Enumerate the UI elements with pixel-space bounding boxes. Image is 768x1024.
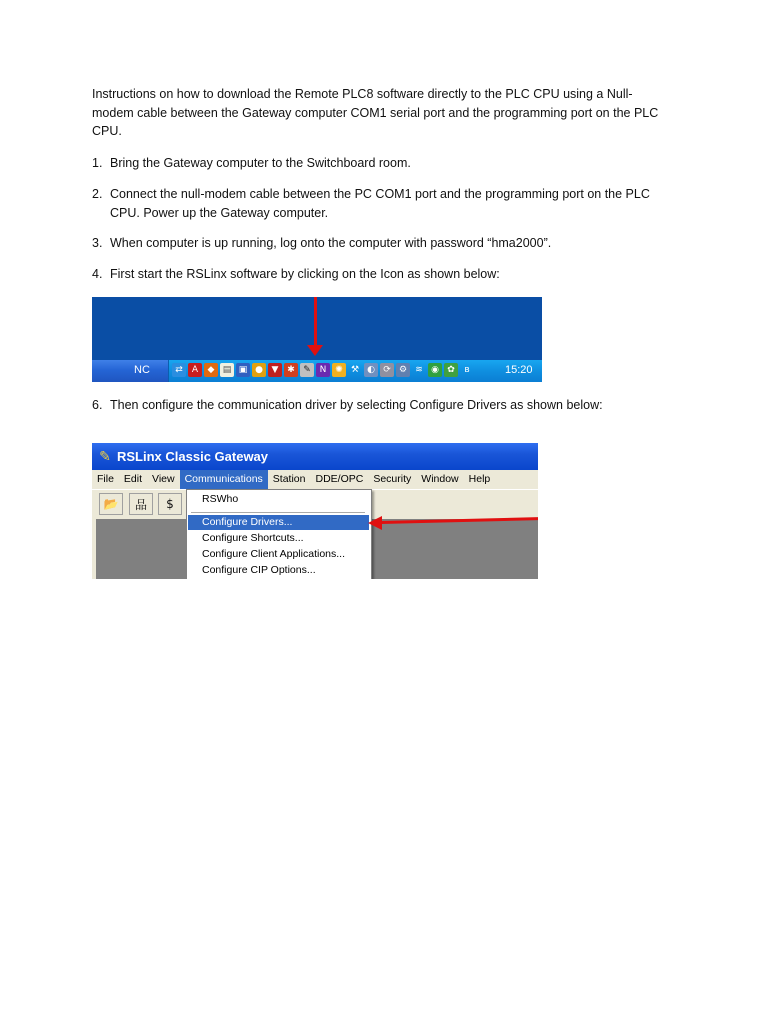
menu-view[interactable]: View (152, 473, 175, 485)
shield-icon[interactable]: ▼ (268, 363, 282, 377)
menu-bar (92, 470, 538, 489)
wrench-icon[interactable]: ⚙ (396, 363, 410, 377)
menu-item-configure-shortcuts[interactable]: Configure Shortcuts... (202, 532, 304, 544)
window-title: RSLinx Classic Gateway (117, 449, 269, 464)
taskbar-screenshot (92, 297, 542, 382)
menu-window[interactable]: Window (421, 473, 459, 485)
menu-station[interactable]: Station (272, 473, 306, 485)
menu-security[interactable]: Security (373, 473, 412, 485)
rslinx-icon[interactable]: ✎ (300, 363, 314, 377)
red-arrow-head-icon (307, 345, 323, 356)
clock: 15:20 (505, 364, 533, 376)
window-titlebar (92, 443, 538, 470)
notes-icon[interactable]: ▤ (220, 363, 234, 377)
step-number: 4. (92, 267, 103, 281)
menu-item-rswho[interactable]: RSWho (202, 493, 239, 505)
open-folder-icon[interactable]: 📂 (99, 493, 123, 515)
window-icon[interactable]: ▣ (236, 363, 250, 377)
step-number: 6. (92, 398, 103, 412)
network-tree-icon[interactable]: 品 (129, 493, 153, 515)
menu-communications[interactable]: Communications (180, 470, 268, 489)
step-item (92, 265, 682, 284)
menu-item-configure-client-apps[interactable]: Configure Client Applications... (202, 548, 345, 560)
red-arrow-shaft (314, 297, 317, 347)
intro-paragraph: Instructions on how to download the Remote PLC8 software directly to the PLC CPU using a Null-modem cable between the Gateway computer COM1 serial port and the programming port on the PLC CPU. (92, 87, 659, 138)
step-item (92, 396, 682, 415)
taskbar-label: NC (134, 364, 150, 376)
tray-icons (172, 363, 474, 377)
menu-edit[interactable]: Edit (123, 473, 143, 485)
rslinx-screenshot (92, 443, 538, 579)
network-icon[interactable]: ⇄ (172, 363, 186, 377)
menu-separator (191, 512, 365, 513)
menu-help[interactable]: Help (468, 473, 491, 485)
communications-dropdown (186, 489, 372, 579)
step-text: When computer is up running, log onto the computer with password “hma2000”. (110, 236, 552, 250)
lock-icon[interactable]: ● (252, 363, 266, 377)
step-item (92, 234, 682, 253)
red-arrow-head-icon (368, 516, 382, 530)
gpu-icon[interactable]: ◉ (428, 363, 442, 377)
sync-icon[interactable]: ⟳ (380, 363, 394, 377)
disk-icon[interactable]: ◐ (364, 363, 378, 377)
pdf-icon[interactable]: ✱ (284, 363, 298, 377)
step-number: 1. (92, 156, 103, 170)
onenote-icon[interactable]: N (316, 363, 330, 377)
step-number: 2. (92, 187, 103, 201)
step-item (92, 185, 682, 222)
step-text: First start the RSLinx software by clicking on the Icon as shown below: (110, 267, 500, 281)
tool-icon[interactable]: ⚒ (350, 365, 360, 375)
step-item (92, 154, 682, 173)
menu-file[interactable]: File (97, 473, 114, 485)
menu-dde-opc[interactable]: DDE/OPC (315, 473, 364, 485)
step-number: 3. (92, 236, 103, 250)
leaf-icon[interactable]: ✿ (444, 363, 458, 377)
wifi-icon[interactable]: ≋ (415, 365, 423, 375)
menu-item-configure-cip-options[interactable]: Configure CIP Options... (202, 564, 316, 576)
acrobat-icon[interactable]: A (188, 363, 202, 377)
step-text: Connect the null-modem cable between the PC COM1 port and the programming port on the PLC CPU. Power up the Gateway computer. (110, 187, 650, 220)
step-text: Bring the Gateway computer to the Switchboard room. (110, 156, 411, 170)
app-icon[interactable]: ◆ (204, 363, 218, 377)
bluetooth-icon[interactable]: ʙ (464, 365, 470, 375)
sun-icon[interactable]: ✺ (332, 363, 346, 377)
step-text: Then configure the communication driver by selecting Configure Drivers as shown below: (110, 398, 603, 412)
rslinx-app-icon: ✎ (99, 448, 111, 465)
menu-item-configure-drivers[interactable]: Configure Drivers... (188, 515, 369, 530)
configure-icon[interactable]: $ (158, 493, 182, 515)
